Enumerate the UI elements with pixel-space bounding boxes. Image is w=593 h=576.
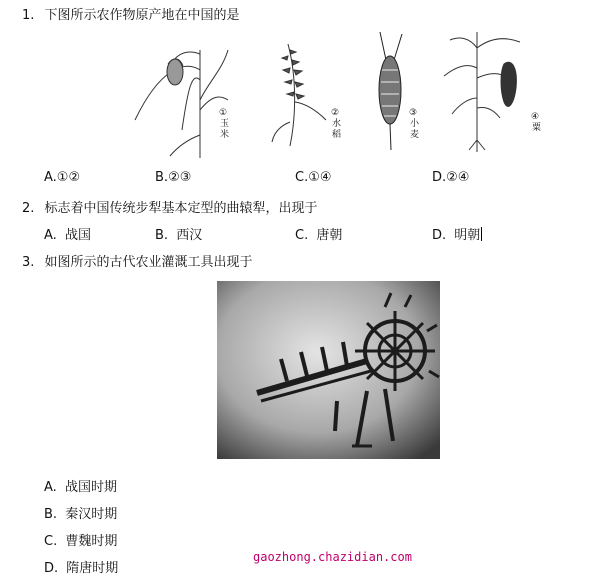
crop-label-1	[218, 108, 228, 140]
question-number: 2.	[22, 201, 35, 216]
option-letter: B.	[155, 228, 169, 243]
question-3-stem	[22, 251, 253, 270]
crop-name: 小麦	[408, 118, 418, 140]
question-text: 标志着中国传统步犁基本定型的曲辕犁，出现于	[44, 201, 318, 216]
option-letter: A.	[44, 480, 57, 495]
option-text: ①②	[56, 170, 81, 185]
option-letter: D.	[44, 561, 59, 576]
option-text: 唐朝	[316, 228, 343, 243]
option-text: 战国时期	[64, 480, 117, 495]
corn-illustration	[130, 40, 230, 158]
q3-option-c[interactable]	[44, 530, 117, 549]
millet-illustration	[442, 28, 532, 153]
site-watermark: gaozhong.chazidian.com	[253, 550, 412, 564]
crop-marker: ③	[408, 108, 418, 118]
q1-option-b[interactable]	[155, 170, 191, 185]
q1-option-d[interactable]	[432, 170, 469, 185]
text-cursor	[481, 227, 482, 241]
option-text: 西汉	[176, 228, 203, 243]
crop-marker: ④	[530, 112, 540, 122]
question-number: 3.	[22, 255, 35, 270]
option-text: 战国	[64, 228, 91, 243]
crop-name: 玉米	[218, 118, 228, 140]
question-1-stem	[22, 4, 240, 23]
q1-option-a[interactable]	[44, 170, 80, 185]
question-text: 如图所示的古代农业灌溉工具出现于	[44, 255, 253, 270]
option-text: ②④	[446, 170, 470, 185]
q2-option-c[interactable]	[295, 224, 342, 243]
q3-option-b[interactable]	[44, 503, 117, 522]
crop-marker: ①	[218, 108, 228, 118]
option-letter: D.	[432, 228, 447, 243]
option-letter: B.	[155, 170, 169, 185]
crop-marker: ②	[330, 108, 340, 118]
q2-option-d[interactable]	[432, 224, 482, 243]
option-letter: D.	[432, 170, 447, 185]
option-letter: A.	[44, 170, 57, 185]
option-text: 秦汉时期	[65, 507, 118, 522]
crop-name: 水稻	[330, 118, 340, 140]
option-letter: C.	[295, 170, 309, 185]
crop-label-3	[408, 108, 418, 140]
option-letter: B.	[44, 507, 58, 522]
option-text: 隋唐时期	[66, 561, 119, 576]
question-text: 下图所示农作物原产地在中国的是	[44, 8, 240, 23]
q2-option-b[interactable]	[155, 224, 202, 243]
q3-option-d[interactable]	[44, 557, 118, 576]
option-text: ②③	[168, 170, 192, 185]
question-number: 1.	[22, 8, 35, 23]
crop-label-4	[530, 112, 540, 133]
option-letter: C.	[295, 228, 309, 243]
q1-option-c[interactable]	[295, 170, 332, 185]
q3-option-a[interactable]	[44, 476, 117, 495]
crop-name: 粟	[530, 122, 540, 133]
option-text: ①④	[308, 170, 332, 185]
option-letter: A.	[44, 228, 57, 243]
crop-label-2	[330, 108, 340, 140]
q2-option-a[interactable]	[44, 224, 91, 243]
wheat-illustration	[372, 30, 412, 150]
option-letter: C.	[44, 534, 58, 549]
waterwheel-photo	[217, 281, 440, 459]
option-text: 明朝	[454, 228, 481, 243]
question-2-stem	[22, 197, 318, 216]
option-text: 曹魏时期	[65, 534, 118, 549]
